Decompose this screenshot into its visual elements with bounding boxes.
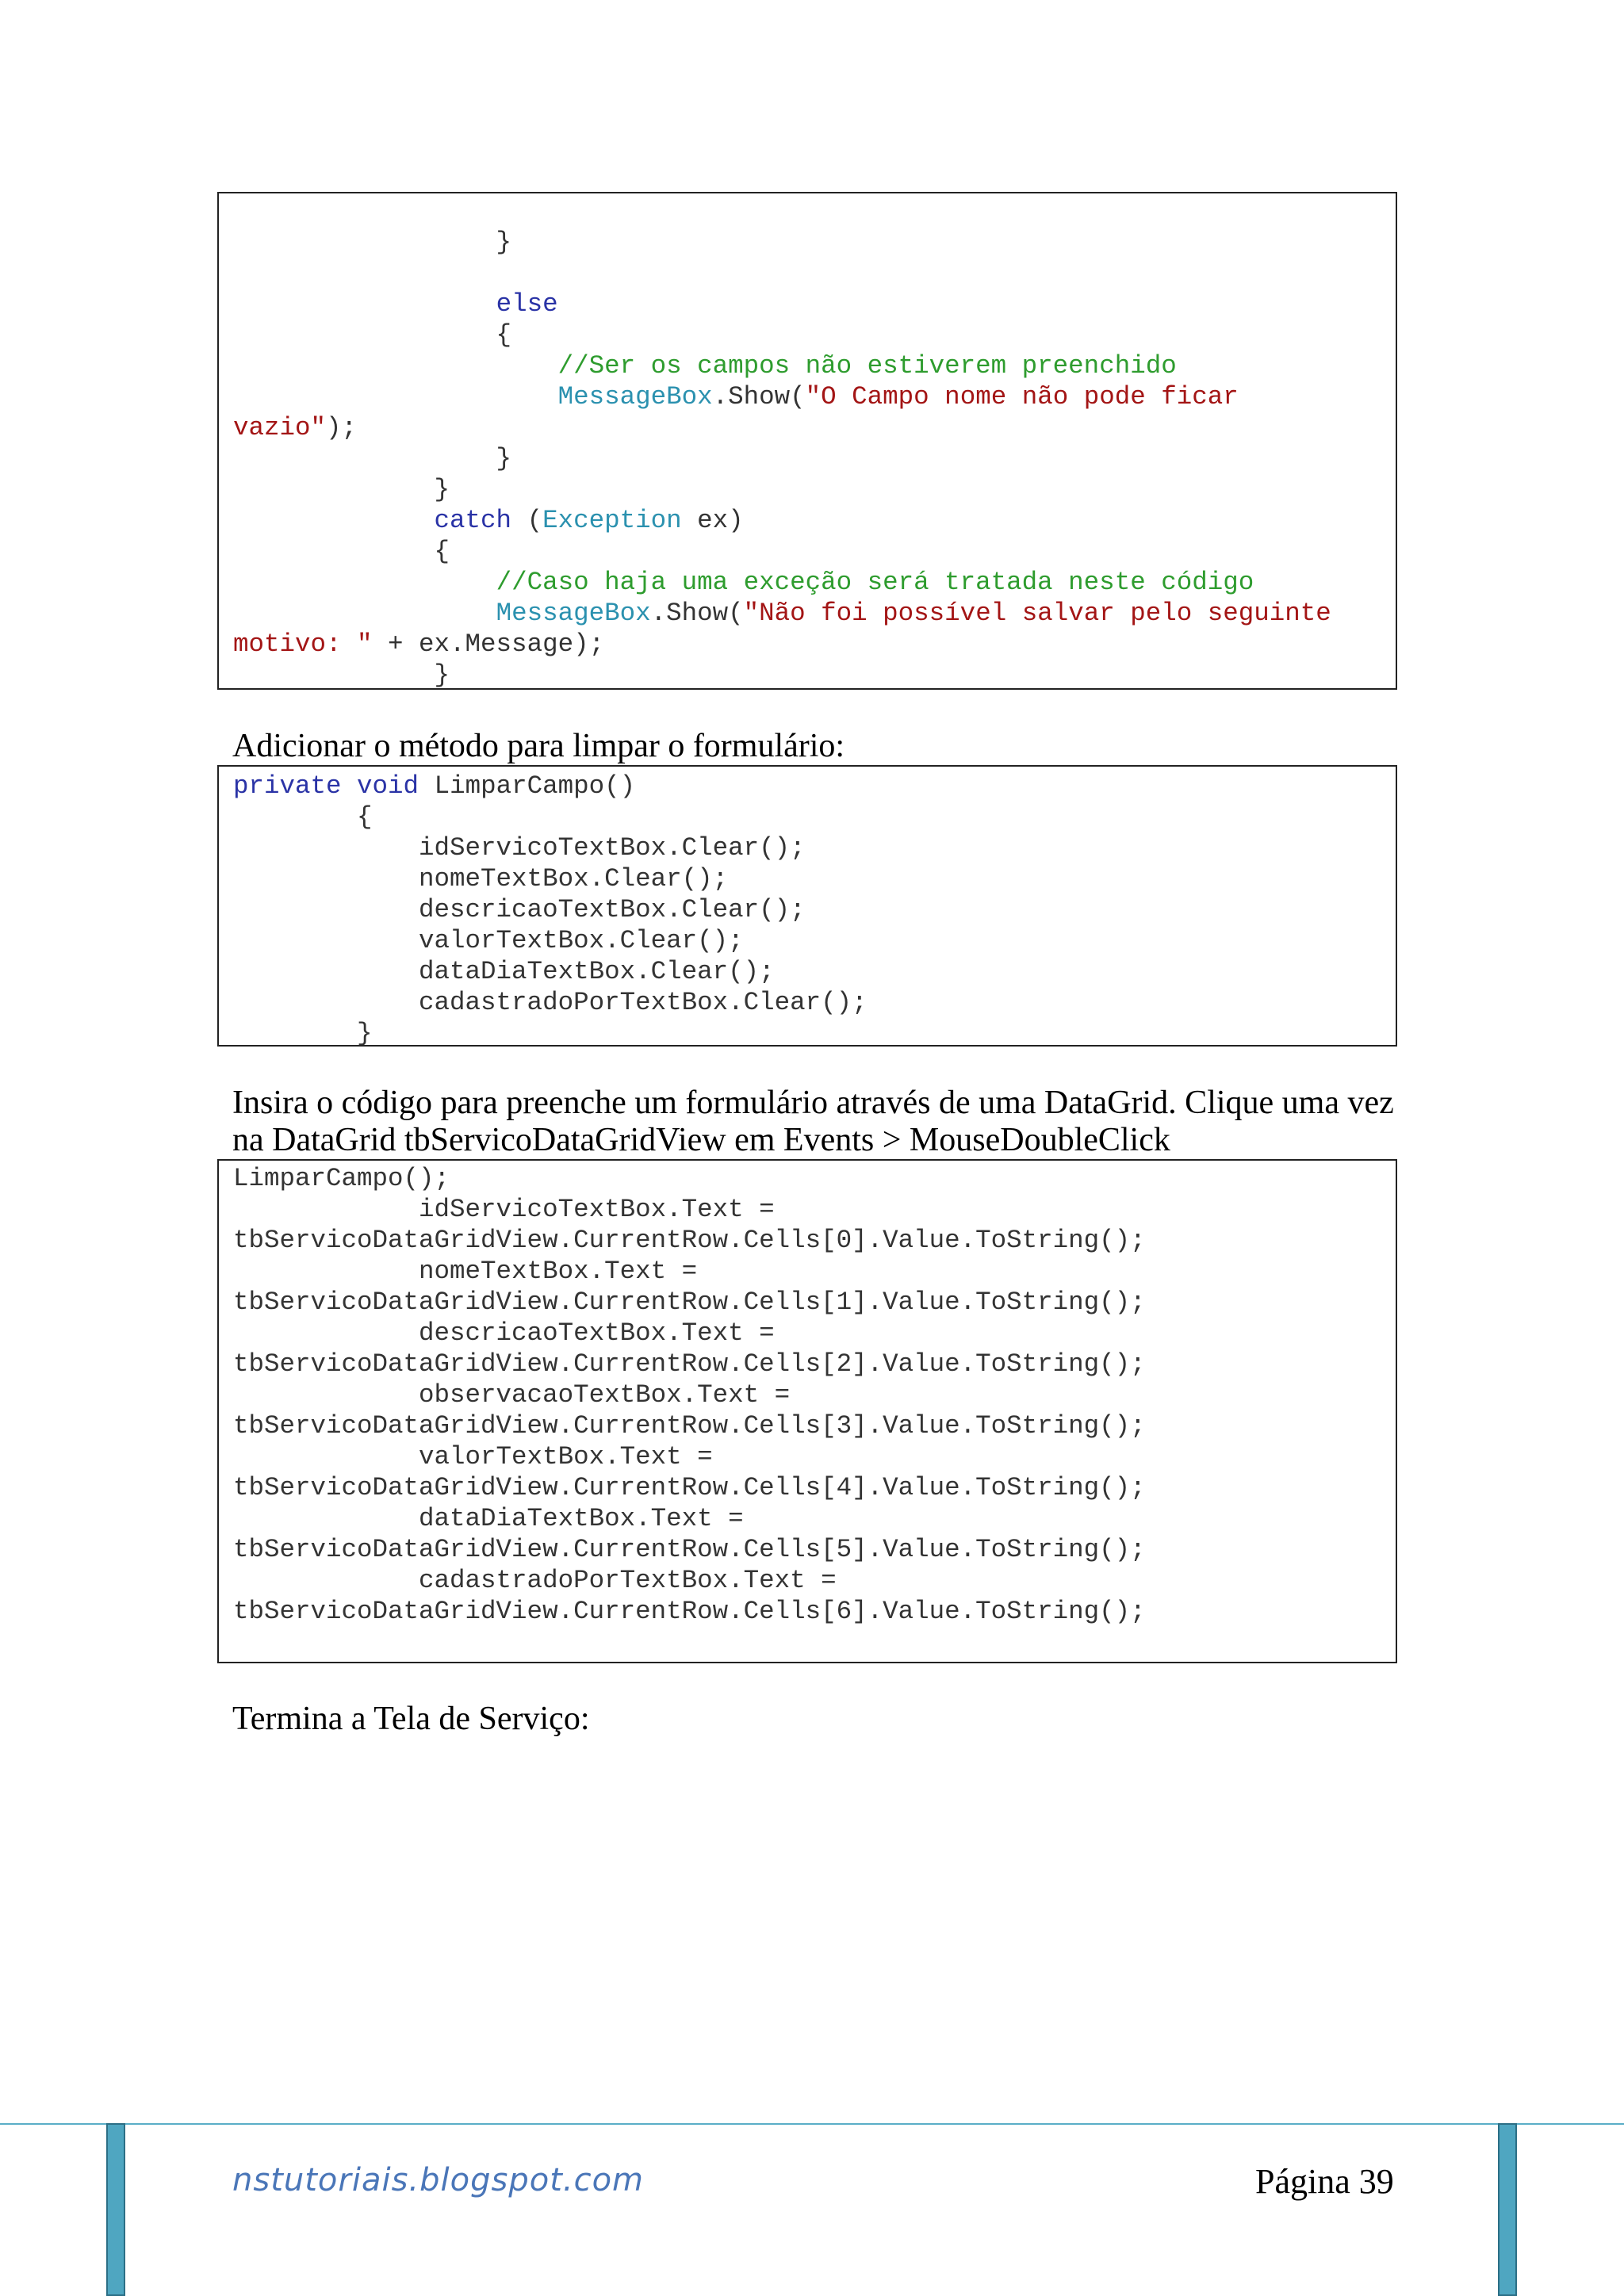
code-line [219,1380,1396,1410]
code-token: "O Campo nome não pode ficar [805,382,1239,411]
code-token: void [357,771,419,801]
code-token: descricaoTextBox.Clear(); [233,895,806,924]
paragraph-datagrid-intro-2: na DataGrid tbServicoDataGridView em Events > MouseDoubleClick [232,1122,1170,1158]
code-line [219,1349,1396,1380]
code-token: LimparCampo(); [233,1164,450,1193]
code-line [219,350,1396,381]
code-line [219,956,1396,987]
code-token: dataDiaTextBox.Text = [233,1504,744,1533]
code-token: Exception [542,506,682,535]
code-token: //Caso haja uma exceção será tratada neste código [496,568,1254,597]
code-token: + ex.Message); [372,629,605,659]
code-token: tbServicoDataGridView.CurrentRow.Cells[0].Value.ToString(); [233,1226,1146,1255]
code-token: observacaoTextBox.Text = [233,1380,791,1410]
code-line [219,227,1396,258]
code-line [219,289,1396,320]
code-line [219,1472,1396,1503]
paragraph-datagrid-intro-1: Insira o código para preenche um formulário através de uma DataGrid. Clique uma vez [232,1085,1394,1121]
code-token: descricaoTextBox.Text = [233,1318,775,1348]
code-token: { [233,320,512,350]
code-token: tbServicoDataGridView.CurrentRow.Cells[6].Value.ToString(); [233,1597,1146,1626]
code-token: LimparCampo() [419,771,636,801]
code-line [219,567,1396,598]
code-line [219,1441,1396,1472]
code-token: tbServicoDataGridView.CurrentRow.Cells[1].Value.ToString(); [233,1288,1146,1317]
code-line [219,660,1396,690]
code-line [219,1410,1396,1441]
code-token [233,382,558,411]
code-line [219,832,1396,863]
code-token: } [233,228,512,257]
code-token: } [233,1019,373,1047]
footer-accent-bar-left [106,2123,125,2296]
code-token: ex) [681,506,744,535]
code-token: cadastradoPorTextBox.Text = [233,1566,837,1595]
code-token: ( [511,506,543,535]
code-token: else [496,289,558,319]
code-line [219,987,1396,1018]
code-token: nomeTextBox.Text = [233,1257,698,1286]
code-line [219,1018,1396,1047]
code-token [233,289,496,319]
code-token: cadastradoPorTextBox.Clear(); [233,988,868,1017]
code-line [219,771,1396,802]
code-token: tbServicoDataGridView.CurrentRow.Cells[4].Value.ToString(); [233,1473,1146,1502]
footer-page-number: Página 39 [1255,2162,1394,2201]
code-line [219,894,1396,925]
code-line [219,1225,1396,1256]
code-token: tbServicoDataGridView.CurrentRow.Cells[5].Value.ToString(); [233,1535,1146,1564]
code-token [233,599,496,628]
code-token [233,351,558,381]
code-line [219,802,1396,832]
code-token: valorTextBox.Clear(); [233,926,744,955]
code-line [219,1256,1396,1287]
code-token: valorTextBox.Text = [233,1442,713,1471]
code-line [219,443,1396,474]
code-line [219,1534,1396,1565]
code-block-catch [217,192,1397,690]
code-line [219,1194,1396,1225]
code-token: MessageBox [496,599,651,628]
code-line [219,1318,1396,1349]
code-token: private [233,771,342,801]
paragraph-termina-tela: Termina a Tela de Serviço: [232,1701,590,1737]
footer-blog-link[interactable]: nstutoriais.blogspot.com [232,2162,645,2198]
code-token: .Show( [712,382,806,411]
code-token: motivo: " [233,629,373,659]
code-token: dataDiaTextBox.Clear(); [233,957,775,986]
code-token: tbServicoDataGridView.CurrentRow.Cells[3].Value.ToString(); [233,1411,1146,1441]
code-token: { [233,802,373,832]
code-token [233,568,496,597]
code-token: idServicoTextBox.Clear(); [233,833,806,863]
code-line [219,474,1396,505]
code-line [219,925,1396,956]
code-line [219,505,1396,536]
footer-accent-bar-right [1498,2123,1517,2296]
code-token: .Show( [650,599,744,628]
code-line [219,1163,1396,1194]
code-token: idServicoTextBox.Text = [233,1195,775,1224]
code-token: { [233,537,450,566]
code-line [219,381,1396,412]
code-token [342,771,358,801]
code-line [219,1287,1396,1318]
code-token: MessageBox [557,382,713,411]
footer-divider [0,2123,1624,2125]
code-token: } [233,444,512,473]
code-line [219,598,1396,629]
code-block-mouse-double-click [217,1159,1397,1663]
code-line [219,629,1396,660]
code-token: } [233,660,450,690]
code-token: nomeTextBox.Clear(); [233,864,729,894]
code-token: "Não foi possível salvar pelo seguinte [743,599,1331,628]
code-line [219,412,1396,443]
code-token [233,506,435,535]
code-line [219,258,1396,289]
code-line [219,1565,1396,1596]
code-line [219,1596,1396,1627]
code-block-limpar-campo [217,765,1397,1047]
code-token: vazio" [233,413,327,442]
code-line [219,1503,1396,1534]
code-line [219,320,1396,350]
paragraph-limpar-intro: Adicionar o método para limpar o formulário: [232,728,845,764]
code-token: ); [326,413,358,442]
code-token: tbServicoDataGridView.CurrentRow.Cells[2].Value.ToString(); [233,1349,1146,1379]
code-token: catch [434,506,512,535]
code-line [219,863,1396,894]
code-line [219,536,1396,567]
code-token: //Ser os campos não estiverem preenchido [557,351,1177,381]
code-token: } [233,475,450,504]
